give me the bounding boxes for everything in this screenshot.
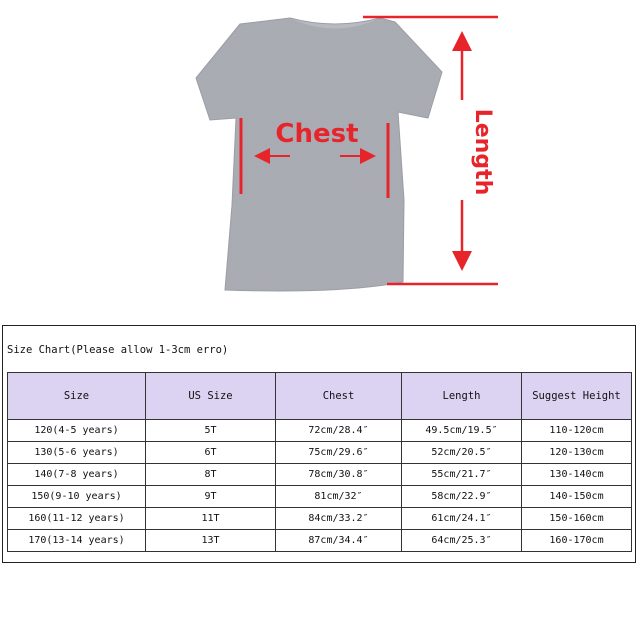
cell-size: 130(5-6 years) xyxy=(8,442,146,464)
table-row xyxy=(8,508,632,530)
table-row xyxy=(8,530,632,552)
tshirt-shape xyxy=(196,18,442,291)
size-chart xyxy=(2,325,636,563)
cell-length: 49.5cm/19.5″ xyxy=(402,420,522,442)
cell-chest: 72cm/28.4″ xyxy=(276,420,402,442)
cell-chest: 87cm/34.4″ xyxy=(276,530,402,552)
cell-size: 120(4-5 years) xyxy=(8,420,146,442)
cell-us-size: 5T xyxy=(146,420,276,442)
cell-size: 160(11-12 years) xyxy=(8,508,146,530)
cell-height: 130-140cm xyxy=(522,464,632,486)
table-row xyxy=(8,486,632,508)
table-row xyxy=(8,464,632,486)
cell-length: 55cm/21.7″ xyxy=(402,464,522,486)
cell-length: 64cm/25.3″ xyxy=(402,530,522,552)
cell-us-size: 9T xyxy=(146,486,276,508)
chest-label: Chest xyxy=(275,119,359,149)
cell-length: 61cm/24.1″ xyxy=(402,508,522,530)
cell-chest: 78cm/30.8″ xyxy=(276,464,402,486)
cell-us-size: 11T xyxy=(146,508,276,530)
size-table xyxy=(7,372,632,552)
cell-size: 140(7-8 years) xyxy=(8,464,146,486)
cell-size: 150(9-10 years) xyxy=(8,486,146,508)
cell-height: 140-150cm xyxy=(522,486,632,508)
size-chart-title: Size Chart(Please allow 1-3cm erro) xyxy=(7,344,229,356)
cell-size: 170(13-14 years) xyxy=(8,530,146,552)
column-header-length: Length xyxy=(402,373,522,420)
tshirt-measurement-illustration xyxy=(0,0,640,300)
cell-us-size: 13T xyxy=(146,530,276,552)
cell-length: 58cm/22.9″ xyxy=(402,486,522,508)
cell-height: 120-130cm xyxy=(522,442,632,464)
cell-chest: 75cm/29.6″ xyxy=(276,442,402,464)
cell-chest: 84cm/33.2″ xyxy=(276,508,402,530)
column-header-us-size: US Size xyxy=(146,373,276,420)
cell-height: 150-160cm xyxy=(522,508,632,530)
table-row xyxy=(8,442,632,464)
table-header-row xyxy=(8,373,632,420)
column-header-suggest-height: Suggest Height xyxy=(522,373,632,420)
cell-us-size: 8T xyxy=(146,464,276,486)
cell-height: 110-120cm xyxy=(522,420,632,442)
table-row xyxy=(8,420,632,442)
length-label: Length xyxy=(470,108,495,196)
column-header-chest: Chest xyxy=(276,373,402,420)
cell-us-size: 6T xyxy=(146,442,276,464)
cell-height: 160-170cm xyxy=(522,530,632,552)
column-header-size: Size xyxy=(8,373,146,420)
cell-length: 52cm/20.5″ xyxy=(402,442,522,464)
cell-chest: 81cm/32″ xyxy=(276,486,402,508)
